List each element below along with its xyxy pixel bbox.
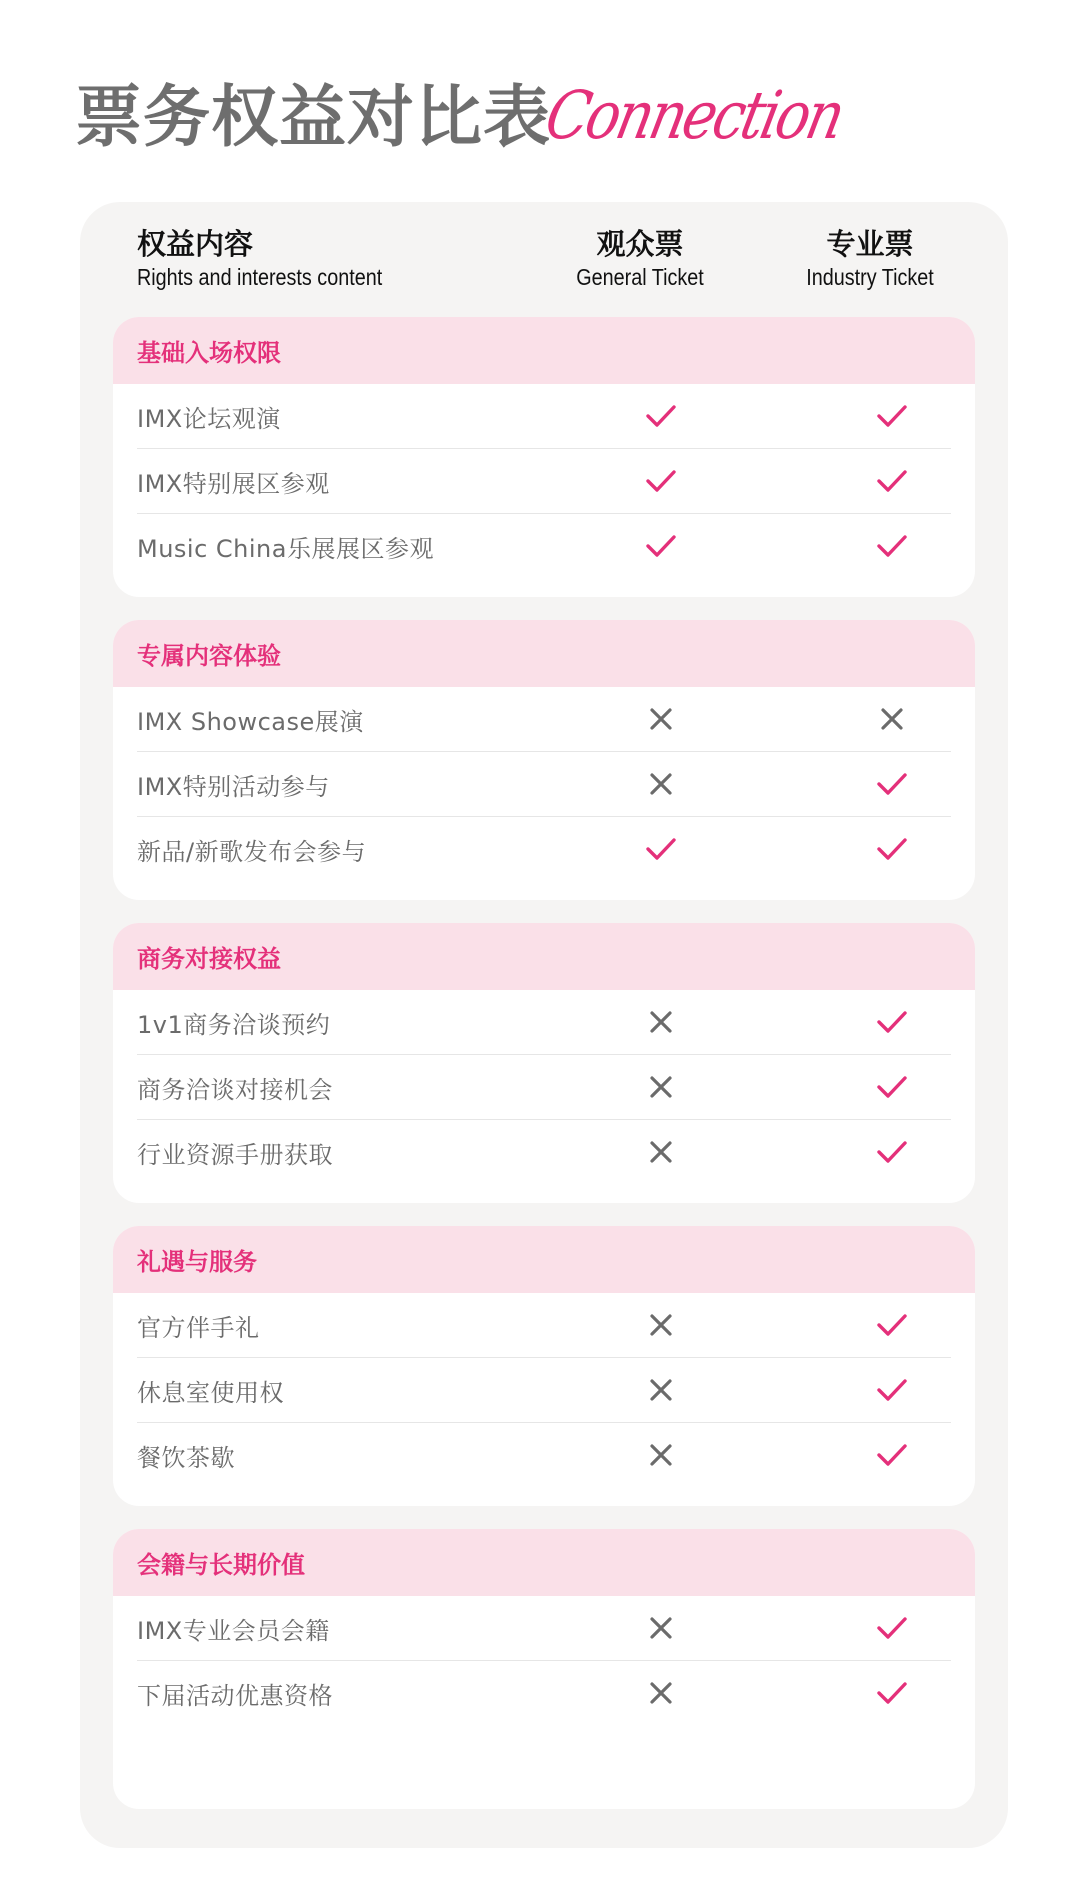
- table-row: [137, 990, 951, 1055]
- section-exclusive-content: [113, 620, 975, 900]
- row-label: 行业资源手册获取: [137, 1140, 333, 1169]
- check-icon: [643, 463, 679, 499]
- row-label: IMX特别活动参与: [137, 772, 330, 801]
- check-icon: [874, 398, 910, 434]
- table-row: [137, 1596, 951, 1661]
- section-membership-value: [113, 1529, 975, 1809]
- table-row: [137, 687, 951, 752]
- check-icon: [874, 831, 910, 867]
- cross-icon: [643, 1437, 679, 1473]
- cross-icon: [643, 1610, 679, 1646]
- check-icon: [643, 528, 679, 564]
- table-row: [137, 817, 951, 881]
- row-label: IMX Showcase展演: [137, 707, 364, 736]
- check-icon: [874, 1004, 910, 1040]
- check-icon: [874, 1307, 910, 1343]
- column-header-industry-cn: 专业票: [826, 227, 914, 261]
- check-icon: [874, 1610, 910, 1646]
- table-row: [137, 514, 951, 578]
- row-label: 下届活动优惠资格: [137, 1681, 333, 1710]
- cross-icon: [874, 701, 910, 737]
- section-perks-services: [113, 1226, 975, 1506]
- check-icon: [874, 1675, 910, 1711]
- cross-icon: [643, 701, 679, 737]
- section-basic-access: [113, 317, 975, 597]
- cross-icon: [643, 1372, 679, 1408]
- column-header-general-cn: 观众票: [596, 227, 684, 261]
- cross-icon: [643, 1134, 679, 1170]
- table-row: [137, 1055, 951, 1120]
- section-business-matching: [113, 923, 975, 1203]
- column-header-content-cn: 权益内容: [137, 227, 254, 261]
- page-title-script: Connection: [538, 78, 849, 155]
- column-header-content: [137, 227, 422, 290]
- table-row: [137, 752, 951, 817]
- row-label: 新品/新歌发布会参与: [137, 837, 367, 866]
- cross-icon: [643, 1004, 679, 1040]
- check-icon: [874, 1437, 910, 1473]
- check-icon: [643, 831, 679, 867]
- check-icon: [643, 398, 679, 434]
- table-row: [137, 449, 951, 514]
- section-title: 商务对接权益: [113, 923, 975, 990]
- column-header-general: [540, 227, 740, 290]
- section-title: 基础入场权限: [113, 317, 975, 384]
- cross-icon: [643, 1069, 679, 1105]
- row-label: 官方伴手礼: [137, 1313, 260, 1342]
- check-icon: [874, 528, 910, 564]
- section-title: 会籍与长期价值: [113, 1529, 975, 1596]
- column-header-content-en: Rights and interests content: [137, 264, 383, 290]
- row-label: 1v1商务洽谈预约: [137, 1010, 331, 1039]
- section-title: 专属内容体验: [113, 620, 975, 687]
- row-label: Music China乐展展区参观: [137, 534, 434, 563]
- table-row: [137, 1293, 951, 1358]
- table-row: [137, 384, 951, 449]
- row-label: 商务洽谈对接机会: [137, 1075, 333, 1104]
- check-icon: [874, 463, 910, 499]
- check-icon: [874, 1134, 910, 1170]
- column-header-industry-en: Industry Ticket: [806, 264, 934, 290]
- column-header-general-en: General Ticket: [576, 264, 704, 290]
- check-icon: [874, 1069, 910, 1105]
- row-label: IMX论坛观演: [137, 404, 281, 433]
- row-label: IMX专业会员会籍: [137, 1616, 330, 1645]
- row-label: 餐饮茶歇: [137, 1443, 235, 1472]
- check-icon: [874, 1372, 910, 1408]
- cross-icon: [643, 1307, 679, 1343]
- table-row: [137, 1358, 951, 1423]
- row-label: IMX特别展区参观: [137, 469, 330, 498]
- check-icon: [874, 766, 910, 802]
- section-title: 礼遇与服务: [113, 1226, 975, 1293]
- table-row: [137, 1120, 951, 1184]
- row-label: 休息室使用权: [137, 1378, 284, 1407]
- page-title-cn: 票务权益对比表: [75, 77, 551, 156]
- cross-icon: [643, 1675, 679, 1711]
- cross-icon: [643, 766, 679, 802]
- page-title: [75, 62, 849, 172]
- column-header-industry: [770, 227, 970, 290]
- table-row: [137, 1661, 951, 1725]
- table-row: [137, 1423, 951, 1487]
